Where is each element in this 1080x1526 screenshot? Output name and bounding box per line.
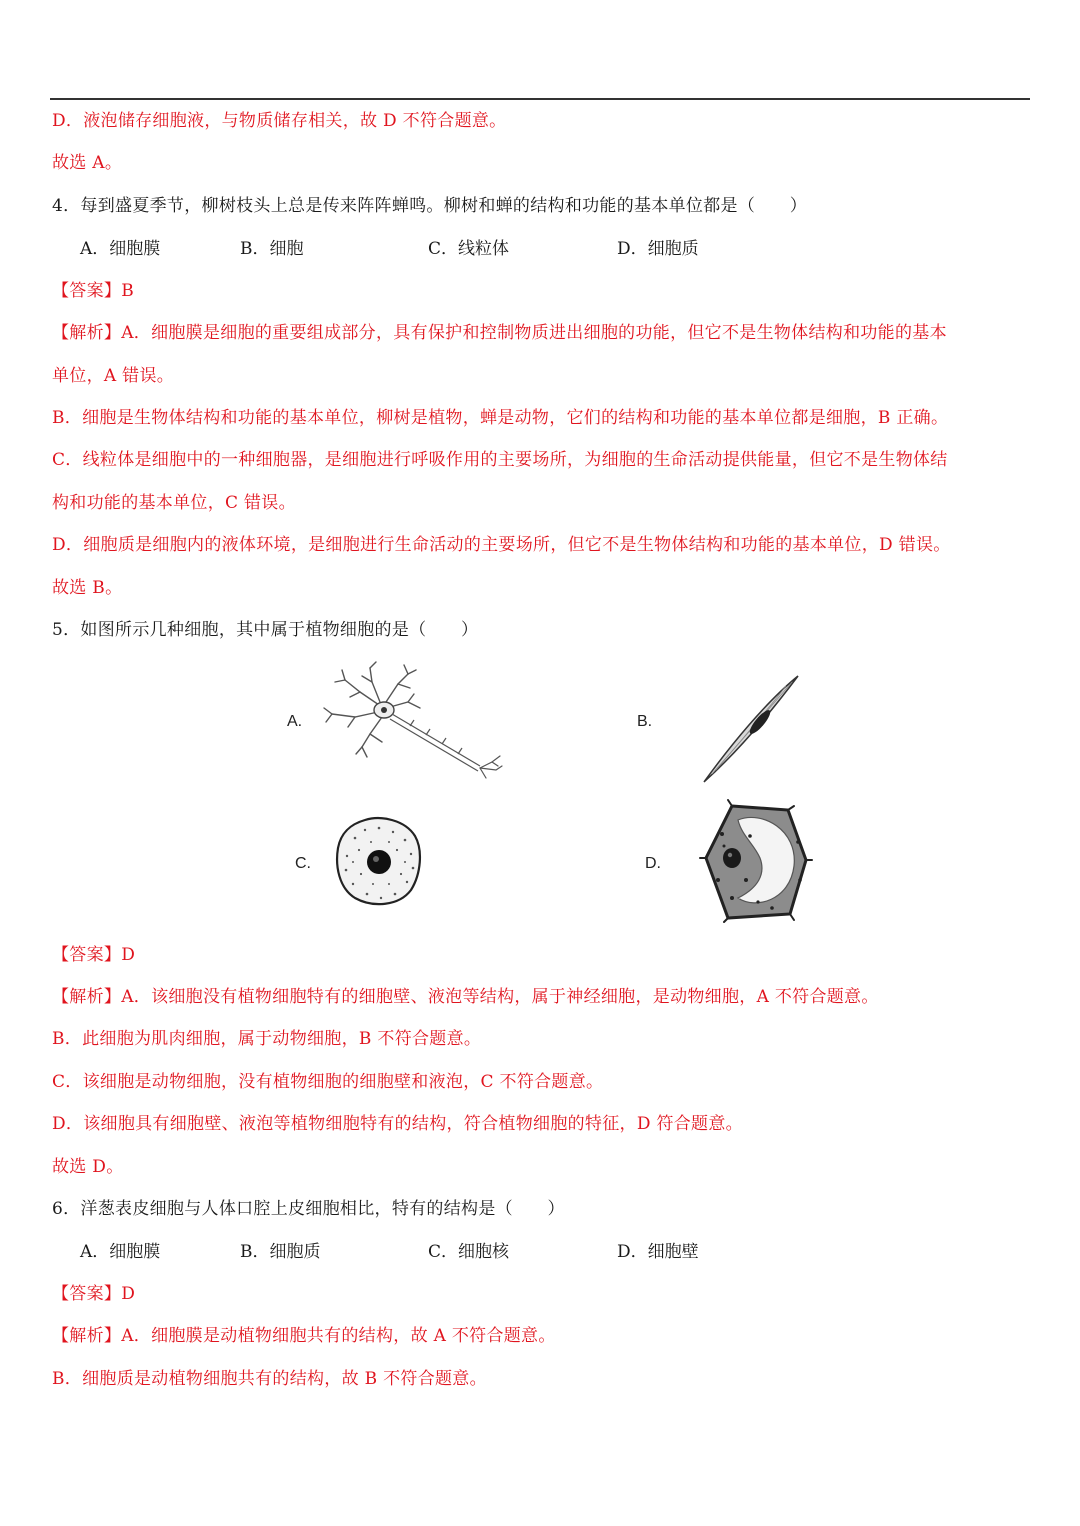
figure-label-d: D. bbox=[645, 855, 661, 872]
q3-analysis-d: D．液泡储存细胞液，与物质储存相关，故 D 不符合题意。 bbox=[52, 111, 507, 131]
q6-option-b: B．细胞质 bbox=[240, 1242, 321, 1262]
q6-option-d: D．细胞壁 bbox=[617, 1242, 699, 1262]
animal-cell-drawing bbox=[335, 816, 423, 908]
q6-stem: 6．洋葱表皮细胞与人体口腔上皮细胞相比，特有的结构是（ ） bbox=[52, 1199, 565, 1219]
q4-analysis-line-2: 单位，A 错误。 bbox=[52, 366, 175, 386]
q4-answer: 【答案】B bbox=[52, 281, 134, 301]
q6-analysis-line-2: B．细胞质是动植物细胞共有的结构，故 B 不符合题意。 bbox=[52, 1369, 487, 1389]
neuron-cell-drawing bbox=[320, 662, 505, 782]
q5-stem: 5．如图所示几种细胞，其中属于植物细胞的是（ ） bbox=[52, 620, 479, 640]
q3-conclusion: 故选 A。 bbox=[52, 153, 123, 173]
q5-analysis-line-3: C．该细胞是动物细胞，没有植物细胞的细胞壁和液泡，C 不符合题意。 bbox=[52, 1072, 604, 1092]
q6-answer: 【答案】D bbox=[52, 1284, 136, 1304]
q4-analysis-line-1: 【解析】A．细胞膜是细胞的重要组成部分，具有保护和控制物质进出细胞的功能，但它不是生物体结构和功能的基本 bbox=[52, 323, 947, 343]
q4-option-b: B．细胞 bbox=[240, 239, 304, 259]
q6-option-a: A．细胞膜 bbox=[80, 1242, 161, 1262]
q6-option-c: C．细胞核 bbox=[428, 1242, 510, 1262]
q6-analysis-line-1: 【解析】A．细胞膜是动植物细胞共有的结构，故 A 不符合题意。 bbox=[52, 1326, 556, 1346]
header-rule bbox=[50, 98, 1030, 100]
q4-stem: 4．每到盛夏季节，柳树枝头上总是传来阵阵蝉鸣。柳树和蝉的结构和功能的基本单位都是（ ） bbox=[52, 196, 808, 216]
figure-label-b: B. bbox=[637, 713, 653, 730]
q5-analysis-line-1: 【解析】A．该细胞没有植物细胞特有的细胞壁、液泡等结构，属于神经细胞，是动物细胞，A 不符合题意。 bbox=[52, 987, 879, 1007]
q4-analysis-line-5: 构和功能的基本单位，C 错误。 bbox=[52, 493, 296, 513]
figure-label-a: A. bbox=[287, 713, 303, 730]
q5-conclusion: 故选 D。 bbox=[52, 1157, 124, 1177]
q5-answer: 【答案】D bbox=[52, 945, 136, 965]
q4-analysis-line-3: B．细胞是生物体结构和功能的基本单位，柳树是植物，蝉是动物，它们的结构和功能的基本单位都是细胞，B 正确。 bbox=[52, 408, 949, 428]
q4-conclusion: 故选 B。 bbox=[52, 578, 123, 598]
muscle-cell-drawing bbox=[700, 672, 804, 786]
q4-option-a: A．细胞膜 bbox=[80, 239, 161, 259]
q5-analysis-line-4: D．该细胞具有细胞壁、液泡等植物细胞特有的结构，符合植物细胞的特征，D 符合题意。 bbox=[52, 1114, 743, 1134]
q4-analysis-line-6: D．细胞质是细胞内的液体环境，是细胞进行生命活动的主要场所，但它不是生物体结构和功能的基本单位，D 错误。 bbox=[52, 535, 951, 555]
q4-option-d: D．细胞质 bbox=[617, 239, 699, 259]
q4-analysis-line-4: C．线粒体是细胞中的一种细胞器，是细胞进行呼吸作用的主要场所，为细胞的生命活动提供能量，但它不是生物体结 bbox=[52, 450, 948, 470]
q5-analysis-line-2: B．此细胞为肌肉细胞，属于动物细胞，B 不符合题意。 bbox=[52, 1029, 482, 1049]
q4-option-c: C．线粒体 bbox=[428, 239, 510, 259]
figure-label-c: C. bbox=[295, 855, 311, 872]
plant-cell-drawing bbox=[702, 802, 812, 922]
